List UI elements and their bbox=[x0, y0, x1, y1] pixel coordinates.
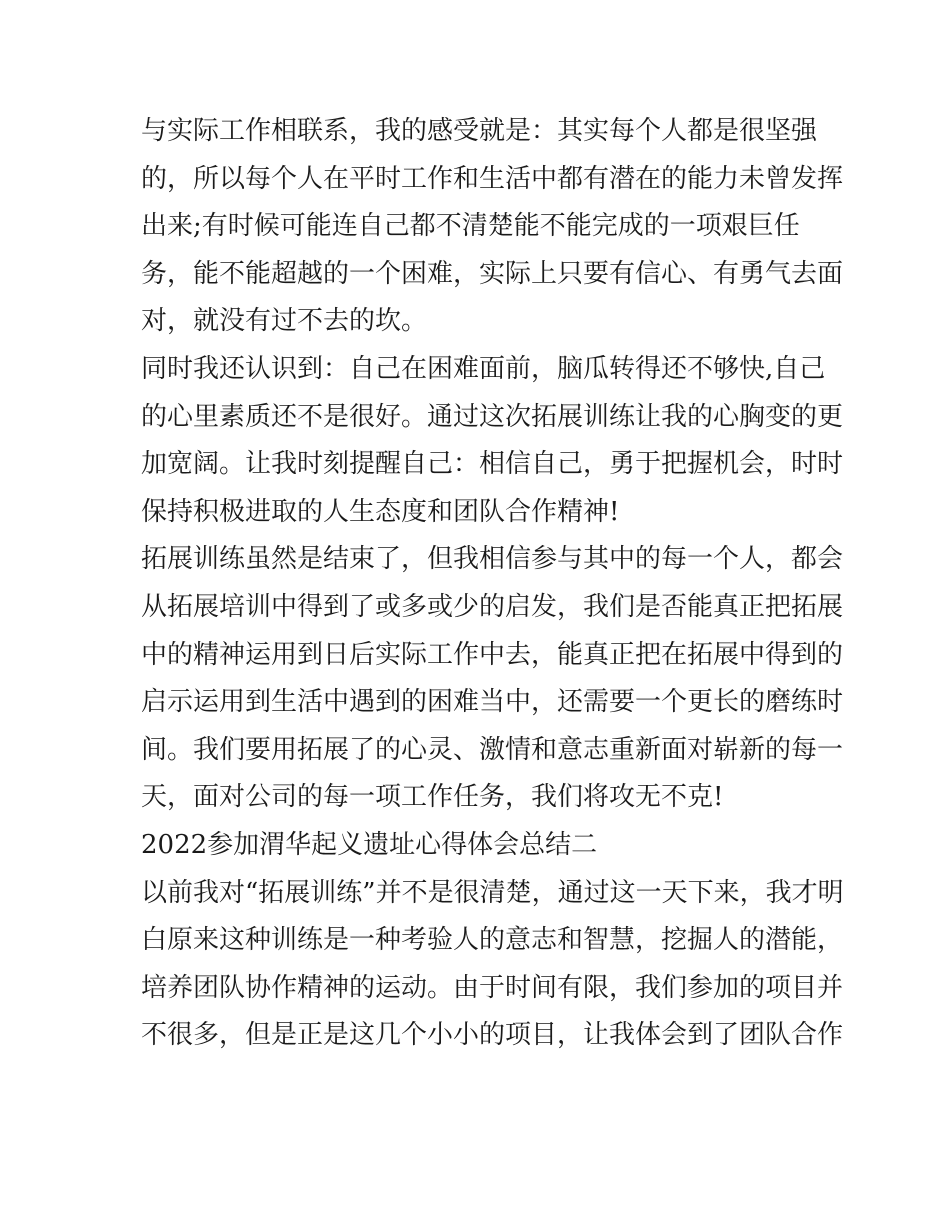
text-line: 保持积极进取的人生态度和团队合作精神! bbox=[141, 496, 620, 527]
text-line: 间。我们要用拓展了的心灵、激情和意志重新面对崭新的每一 bbox=[141, 734, 844, 765]
text-line: 拓展训练虽然是结束了，但我相信参与其中的每一个人，都会 bbox=[141, 544, 844, 575]
text-line: 与实际工作相联系，我的感受就是：其实每个人都是很坚强 bbox=[141, 116, 818, 146]
document-body bbox=[141, 108, 844, 1060]
text-line: 的心里素质还不是很好。通过这次拓展训练让我的心胸变的更 bbox=[141, 401, 844, 432]
text-line: 不很多，但是正是这几个小小的项目，让我体会到了团队合作 bbox=[141, 1020, 844, 1051]
text-line: 对，就没有过不去的坎。 bbox=[141, 306, 428, 337]
text-line: 务，能不能超越的一个困难，实际上只要有信心、有勇气去面 bbox=[141, 258, 844, 289]
text-line: 以前我对“拓展训练”并不是很清楚，通过这一天下来，我才明 bbox=[141, 877, 844, 908]
text-line: 中的精神运用到日后实际工作中去，能真正把在拓展中得到的 bbox=[141, 639, 844, 670]
text-line: 同时我还认识到：自己在困难面前，脑瓜转得还不够快,自己 bbox=[141, 353, 826, 384]
text-line: 从拓展培训中得到了或多或少的启发，我们是否能真正把拓展 bbox=[141, 591, 844, 622]
text-line: 白原来这种训练是一种考验人的意志和智慧，挖掘人的潜能， bbox=[141, 925, 844, 956]
text-line: 的，所以每个人在平时工作和生活中都有潜在的能力未曾发挥 bbox=[141, 163, 844, 194]
text-line: 出来;有时候可能连自己都不清楚能不能完成的一项艰巨任 bbox=[141, 211, 800, 242]
text-line: 加宽阔。让我时刻提醒自己：相信自己，勇于把握机会，时时 bbox=[141, 449, 844, 480]
text-line: 培养团队协作精神的运动。由于时间有限，我们参加的项目并 bbox=[141, 972, 844, 1003]
text-line: 启示运用到生活中遇到的困难当中，还需要一个更长的磨练时 bbox=[141, 687, 844, 718]
section-heading: 2022参加渭华起义遗址心得体会总结二 bbox=[141, 829, 598, 860]
text-line: 天，面对公司的每一项工作任务，我们将攻无不克! bbox=[141, 782, 724, 813]
